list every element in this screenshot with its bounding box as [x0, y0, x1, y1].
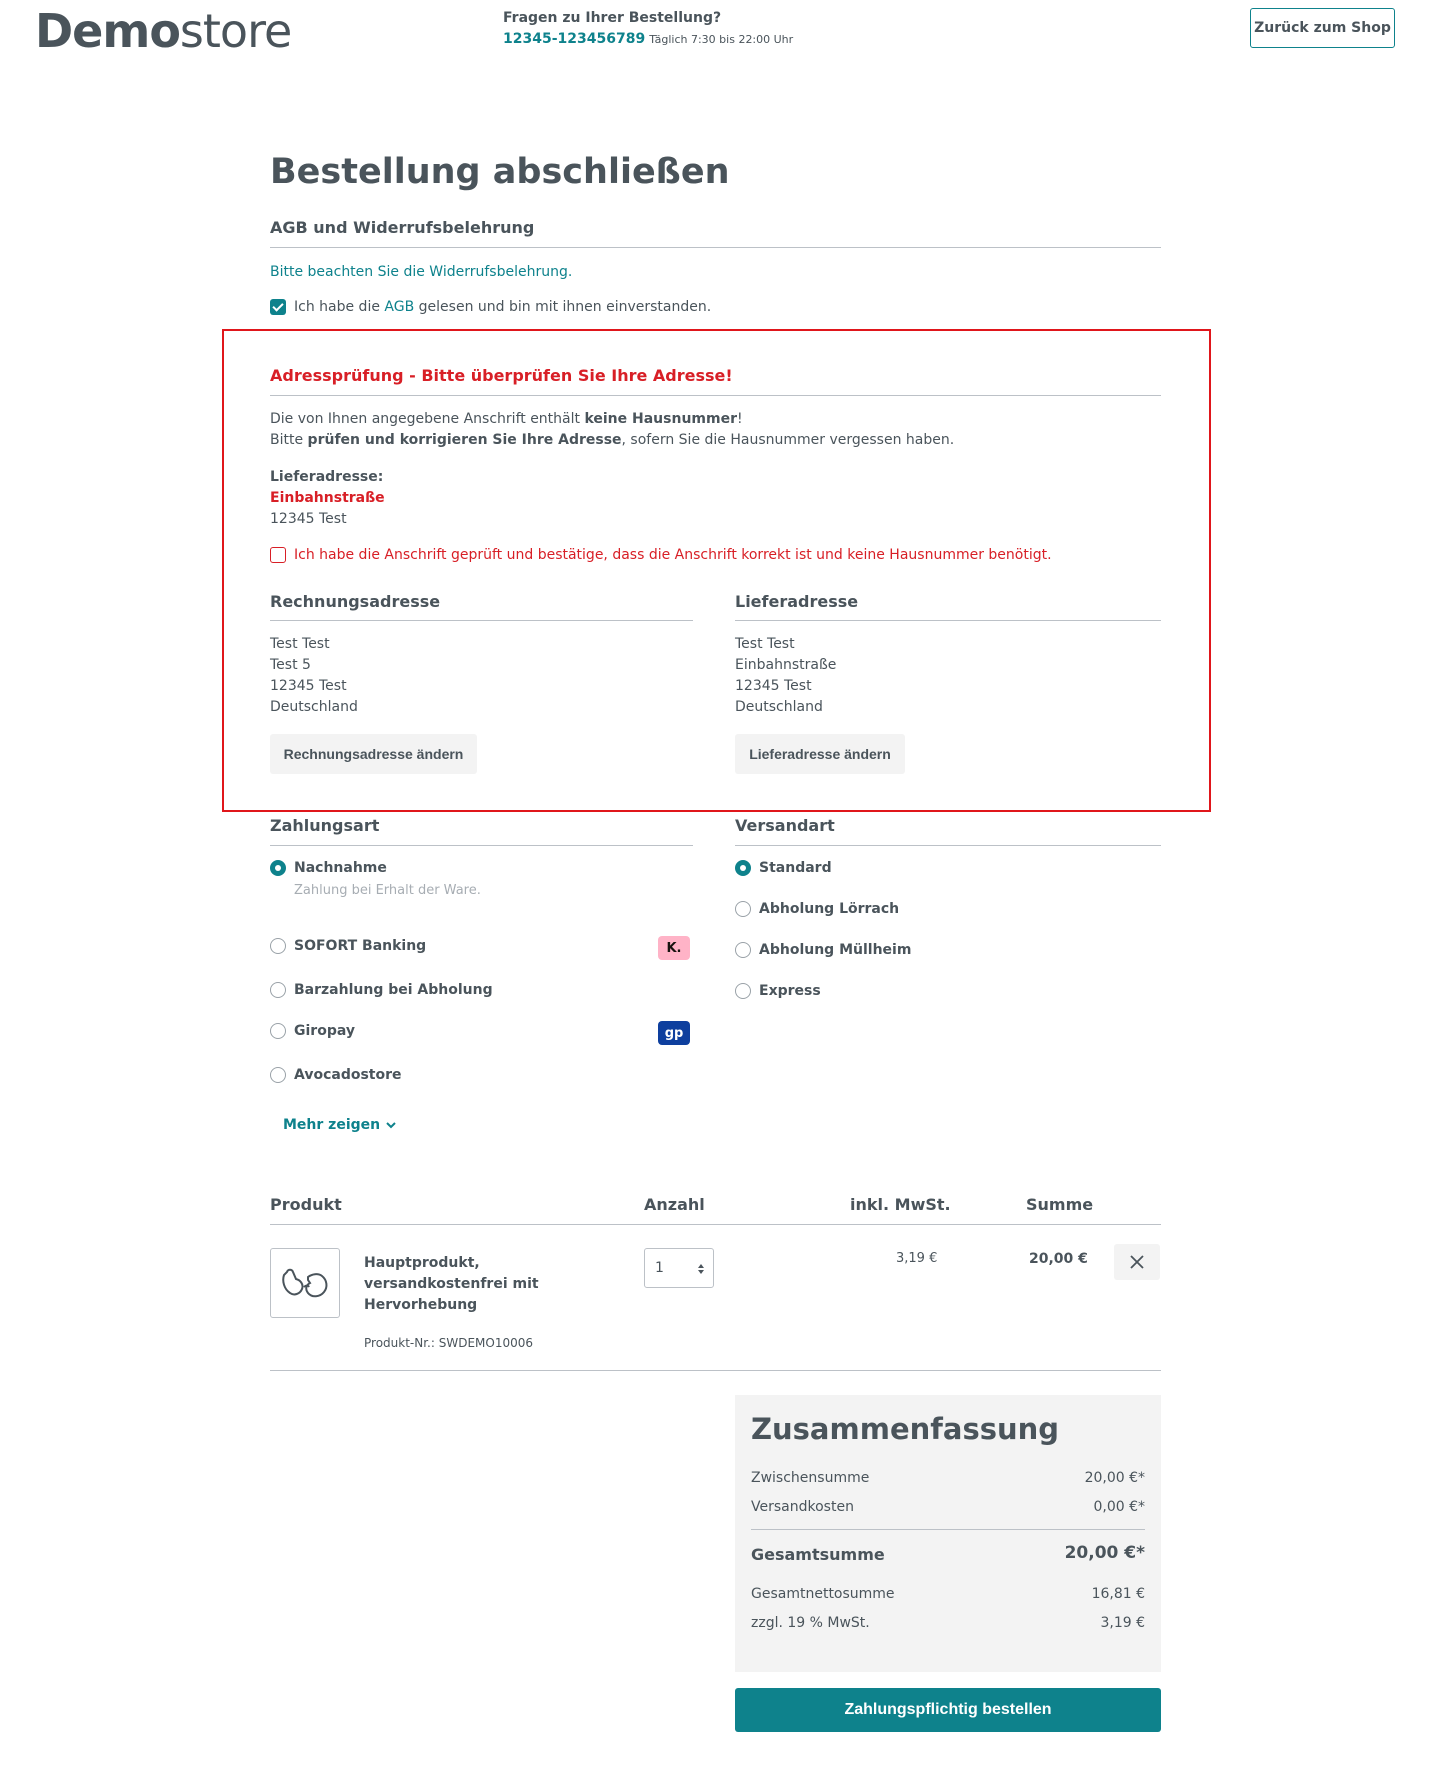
- agb-label: Ich habe die AGB gelesen und bin mit ihnen einverstanden.: [294, 299, 712, 315]
- net-total-value: 16,81 €: [1091, 1586, 1145, 1602]
- grand-total-label: Gesamtsumme: [751, 1545, 885, 1564]
- logo-bold: Demo: [35, 4, 180, 58]
- select-arrows-icon: [697, 1263, 705, 1275]
- divider: [270, 620, 693, 621]
- col-header-tax: inkl. MwSt.: [850, 1195, 951, 1214]
- payment-desc: Zahlung bei Erhalt der Ware.: [294, 883, 481, 898]
- subtotal-value: 20,00 €*: [1084, 1470, 1145, 1486]
- billing-line: Test 5: [270, 657, 311, 673]
- address-confirm-row: [270, 547, 1052, 563]
- help-contact: [503, 31, 793, 47]
- mittens-icon: [278, 1265, 332, 1301]
- address-warning-line2: Bitte prüfen und korrigieren Sie Ihre Adresse, sofern Sie die Hausnummer vergessen haben.: [270, 432, 955, 448]
- net-total-label: Gesamtnettosumme: [751, 1586, 895, 1602]
- back-to-shop-button[interactable]: Zurück zum Shop: [1250, 8, 1395, 48]
- payment-option-avocadostore[interactable]: Avocadostore: [270, 1067, 402, 1083]
- shipping-method-title: Versandart: [735, 816, 835, 835]
- radio[interactable]: [735, 901, 751, 917]
- product-sku: Produkt-Nr.: SWDEMO10006: [364, 1336, 534, 1350]
- close-icon: [1129, 1254, 1145, 1270]
- place-order-button[interactable]: Zahlungspflichtig bestellen: [735, 1688, 1161, 1732]
- delivery-street: Einbahnstraße: [270, 490, 385, 506]
- shipping-option-express[interactable]: Express: [735, 983, 821, 999]
- divider: [735, 620, 1161, 621]
- subtotal-label: Zwischensumme: [751, 1470, 870, 1486]
- shipping-line: Test Test: [735, 636, 795, 652]
- col-header-product: Produkt: [270, 1195, 342, 1214]
- divider: [735, 845, 1161, 846]
- klarna-icon: K.: [658, 936, 690, 960]
- quantity-select[interactable]: 1: [644, 1248, 714, 1288]
- opening-hours: Täglich 7:30 bis 22:00 Uhr: [649, 33, 794, 46]
- payment-option-giropay[interactable]: Giropay: [270, 1023, 355, 1039]
- logo-light: store: [179, 4, 292, 58]
- shipping-cost-label: Versandkosten: [751, 1499, 854, 1515]
- radio[interactable]: [270, 1023, 286, 1039]
- shipping-line: Einbahnstraße: [735, 657, 837, 673]
- billing-line: Deutschland: [270, 699, 358, 715]
- payment-option-nachnahme[interactable]: Nachnahme: [270, 860, 387, 876]
- item-tax: 3,19 €: [896, 1251, 938, 1266]
- shipping-option-standard[interactable]: Standard: [735, 860, 832, 876]
- show-more-button[interactable]: Mehr zeigen: [283, 1117, 396, 1133]
- shipping-option-muellheim[interactable]: Abholung Müllheim: [735, 942, 911, 958]
- delivery-city: 12345 Test: [270, 511, 347, 527]
- billing-address: [270, 634, 358, 718]
- summary-title: Zusammenfassung: [751, 1412, 1060, 1446]
- agb-row: [270, 299, 711, 315]
- address-confirm-checkbox[interactable]: [270, 547, 286, 563]
- product-name[interactable]: Hauptprodukt, versandkostenfrei mit Hervorhebung: [364, 1255, 539, 1313]
- help-question: Fragen zu Ihrer Bestellung?: [503, 10, 722, 26]
- chevron-down-icon: [386, 1122, 396, 1129]
- divider: [270, 247, 1161, 248]
- divider: [270, 1370, 1161, 1371]
- agb-link[interactable]: AGB: [384, 299, 415, 315]
- billing-line: Test Test: [270, 636, 330, 652]
- radio[interactable]: [735, 942, 751, 958]
- agb-checkbox[interactable]: [270, 299, 286, 315]
- shipping-address-title: Lieferadresse: [735, 592, 859, 611]
- shipping-option-loerrach[interactable]: Abholung Lörrach: [735, 901, 899, 917]
- payment-option-barzahlung[interactable]: Barzahlung bei Abholung: [270, 982, 493, 998]
- change-shipping-address-button[interactable]: Lieferadresse ändern: [735, 734, 905, 774]
- billing-title: Rechnungsadresse: [270, 592, 441, 611]
- divider: [270, 395, 1161, 396]
- address-check-title: Adressprüfung - Bitte überprüfen Sie Ihre Adresse!: [270, 366, 733, 385]
- phone-number[interactable]: 12345-123456789: [503, 31, 646, 47]
- delivery-address-label: Lieferadresse:: [270, 469, 384, 485]
- page-title: Bestellung abschließen: [270, 152, 730, 192]
- address-confirm-label: Ich habe die Anschrift geprüft und bestätige, dass die Anschrift korrekt ist und keine Hausnummer benötigt.: [294, 547, 1052, 563]
- col-header-total: Summe: [1026, 1195, 1094, 1214]
- logo[interactable]: [35, 4, 291, 58]
- radio[interactable]: [270, 982, 286, 998]
- shipping-cost-value: 0,00 €*: [1093, 1499, 1145, 1515]
- remove-item-button[interactable]: [1114, 1244, 1160, 1280]
- radio[interactable]: [735, 983, 751, 999]
- divider: [751, 1529, 1145, 1530]
- vat-value: 3,19 €: [1100, 1615, 1145, 1631]
- billing-line: 12345 Test: [270, 678, 347, 694]
- vat-label: zzgl. 19 % MwSt.: [751, 1615, 870, 1631]
- change-billing-address-button[interactable]: Rechnungsadresse ändern: [270, 734, 477, 774]
- grand-total-value: 20,00 €*: [1064, 1543, 1145, 1563]
- revocation-link[interactable]: Widerrufsbelehrung: [429, 264, 568, 280]
- radio[interactable]: [270, 1067, 286, 1083]
- divider: [270, 1224, 1161, 1225]
- divider: [270, 845, 693, 846]
- col-header-qty: Anzahl: [644, 1195, 705, 1214]
- radio[interactable]: [270, 938, 286, 954]
- revocation-notice: Bitte beachten Sie die Widerrufsbelehrung.: [270, 264, 573, 280]
- item-total: 20,00 €: [1029, 1251, 1088, 1267]
- shipping-line: Deutschland: [735, 699, 823, 715]
- address-warning-line1: Die von Ihnen angegebene Anschrift enthält keine Hausnummer!: [270, 411, 743, 427]
- payment-title: Zahlungsart: [270, 816, 380, 835]
- payment-option-sofort[interactable]: SOFORT Banking: [270, 938, 426, 954]
- shipping-address: [735, 634, 836, 718]
- terms-title: AGB und Widerrufsbelehrung: [270, 218, 535, 237]
- radio-selected[interactable]: [270, 860, 286, 876]
- giropay-icon: gp: [658, 1021, 690, 1045]
- shipping-line: 12345 Test: [735, 678, 812, 694]
- radio-selected[interactable]: [735, 860, 751, 876]
- product-image[interactable]: [270, 1248, 340, 1318]
